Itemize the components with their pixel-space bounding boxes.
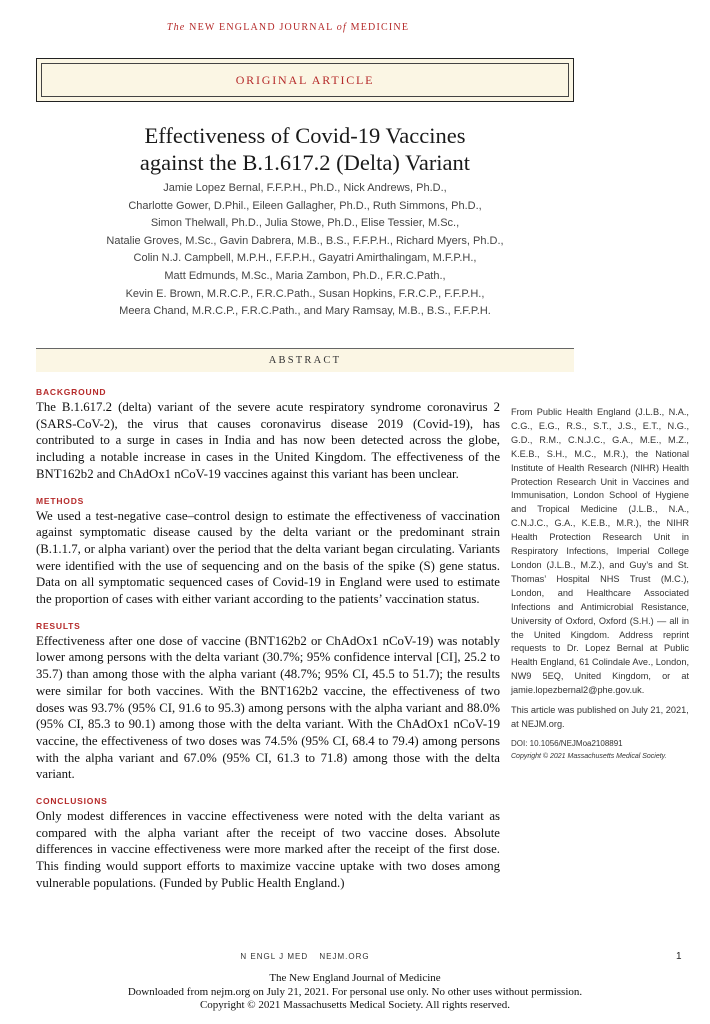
- author-line: Natalie Groves, M.Sc., Gavin Dabrera, M.B., B.S., F.F.P.H., Richard Myers, Ph.D.,: [106, 234, 504, 247]
- download-line: The New England Journal of Medicine: [269, 972, 441, 984]
- results-section: [36, 620, 500, 783]
- conclusions-heading: CONCLUSIONS: [36, 796, 108, 807]
- page-number: 1: [676, 951, 682, 962]
- abstract-label: ABSTRACT: [268, 355, 342, 366]
- abstract-body: [36, 386, 500, 904]
- affiliations: From Public Health England (J.L.B., N.A., C.G., E.G., R.S., S.T., J.S., E.T., N.G., G.D., R.M., C.N.J.C., G.A., M.E., M.Z., K.E.B., S.H., M.C., M.R.), the National Institute of Health Research (NIHR) Health Protection Research Unit in Vaccines and Immunisation, London School of Hygiene and Tropical Medicine (J.L.B., N.A., C.N.J.C., G.A., K.E.B., M.R.), the NIHR Health Protection Research Unit in Respiratory Infections, Imperial College London (J.L.B., M.Z.), and Guy’s and St. Thomas’ Hospital NHS Trust (M.C.), London, and Healthcare Associated Infections and Antimicrobial Resistance, University of Oxford, Oxford (S.H.) — all in the United Kingdom. Address reprint requests to Dr. Lopez Bernal at Public Health England, 61 Colindale Ave., London, NW9 5EQ, United Kingdom, or at jamie.lopezbernal2@phe.gov.uk.: [511, 407, 689, 696]
- journal-abbrev: N ENGL J MED: [240, 952, 309, 961]
- journal-site: NEJM.ORG: [319, 952, 370, 961]
- author-line: Meera Chand, M.R.C.P., F.R.C.Path., and Mary Ramsay, M.B., B.S., F.F.P.H.: [119, 305, 491, 318]
- download-line: Copyright © 2021 Massachusetts Medical Society. All rights reserved.: [199, 999, 511, 1011]
- methods-heading: METHODS: [36, 495, 85, 506]
- doi: DOI: 10.1056/NEJMoa2108891: [511, 738, 623, 748]
- background-text: The B.1.617.2 (delta) variant of the severe acute respiratory syndrome coronavirus 2 (SARS-CoV-2), the virus that causes coronavirus disease 2019 (Covid-19), has contributed to a surge in cases in India and has now been detected across the globe, including a notable increase in cases in the United Kingdom. The effectiveness of the BNT162b2 and ChAdOx1 nCoV-19 vaccines against this variant has been unclear.: [36, 400, 500, 481]
- author-line: Simon Thelwall, Ph.D., Julia Stowe, Ph.D., Elise Tessier, M.Sc.,: [150, 217, 460, 230]
- article-type-box: [36, 58, 574, 102]
- author-line: Charlotte Gower, D.Phil., Eileen Gallagher, Ph.D., Ruth Simmons, Ph.D.,: [128, 199, 482, 212]
- sidebar-copyright: Copyright © 2021 Massachusetts Medical Society.: [511, 752, 667, 760]
- download-notice: [0, 972, 710, 1013]
- page-footer: [36, 952, 574, 961]
- journal-header-main: NEW ENGLAND JOURNAL: [189, 22, 337, 33]
- author-line: Matt Edmunds, M.Sc., Maria Zambon, Ph.D., F.R.C.Path.,: [164, 269, 446, 282]
- methods-text: We used a test-negative case–control design to estimate the effectiveness of vaccination against symptomatic disease caused by the delta variant or the predominant strain (B.1.1.7, or alpha variant) over the period that the delta variant began circulating. Variants were identified with the use of sequencing and on the basis of the spike (S) gene status. Data on all symptomatic sequenced cases of Covid-19 in England were used to estimate the proportion of cases with either variant according to the patients’ vaccination status.: [36, 508, 500, 607]
- title-line-2: against the B.1.617.2 (Delta) Variant: [139, 150, 471, 175]
- conclusions-text: Only modest differences in vaccine effectiveness were noted with the delta variant as compared with the alpha variant after the receipt of two vaccine doses. Absolute differences in vaccine effectiveness were more marked after the receipt of the first dose. This finding would support efforts to maximize vaccine uptake with two doses among vulnerable populations. (Funded by Public Health England.): [36, 809, 500, 890]
- author-list: [36, 180, 574, 321]
- author-line: Jamie Lopez Bernal, F.F.P.H., Ph.D., Nick Andrews, Ph.D.,: [163, 182, 447, 194]
- results-heading: RESULTS: [36, 620, 81, 631]
- abstract-bar: [36, 348, 574, 372]
- article-title: [36, 122, 574, 176]
- author-line: Kevin E. Brown, M.R.C.P., F.R.C.Path., Susan Hopkins, F.R.C.P., F.F.P.H.,: [125, 287, 485, 300]
- title-line-1: Effectiveness of Covid-19 Vaccines: [144, 123, 466, 148]
- journal-header-post: MEDICINE: [346, 22, 410, 33]
- author-line: Colin N.J. Campbell, M.P.H., F.F.P.H., Gayatri Amirthalingam, M.F.P.H.,: [133, 252, 477, 265]
- download-line: Downloaded from nejm.org on July 21, 2021. For personal use only. No other uses without permission.: [127, 985, 583, 998]
- background-section: [36, 386, 500, 483]
- journal-header-of: of: [336, 22, 347, 33]
- methods-section: [36, 495, 500, 608]
- conclusions-section: [36, 795, 500, 892]
- background-heading: BACKGROUND: [36, 387, 107, 397]
- publication-note: This article was published on July 21, 2021, at NEJM.org.: [511, 705, 689, 729]
- journal-header-pre: The: [166, 22, 190, 33]
- results-text: Effectiveness after one dose of vaccine (BNT162b2 or ChAdOx1 nCoV-19) was notably lower among persons with the delta variant (30.7%; 95% confidence interval [CI], 25.2 to 35.7) than among those with the alpha variant (48.7%; 95% CI, 45.5 to 51.7); the results were similar for both vaccines. With the BNT162b2 vaccine, the effectiveness of two doses was 93.7% (95% CI, 91.6 to 95.3) among persons with the alpha variant and 88.0% (95% CI, 85.3 to 90.1) among those with the delta variant. With the ChAdOx1 nCoV-19 vaccine, the effectiveness of two doses was 74.5% (95% CI, 68.4 to 79.4) among persons with the alpha variant and 67.0% (95% CI, 61.3 to 71.8) among those with the delta variant.: [36, 633, 500, 782]
- article-type: ORIGINAL ARTICLE: [235, 72, 375, 87]
- journal-header: [0, 22, 576, 33]
- sidebar-notes: [511, 406, 689, 762]
